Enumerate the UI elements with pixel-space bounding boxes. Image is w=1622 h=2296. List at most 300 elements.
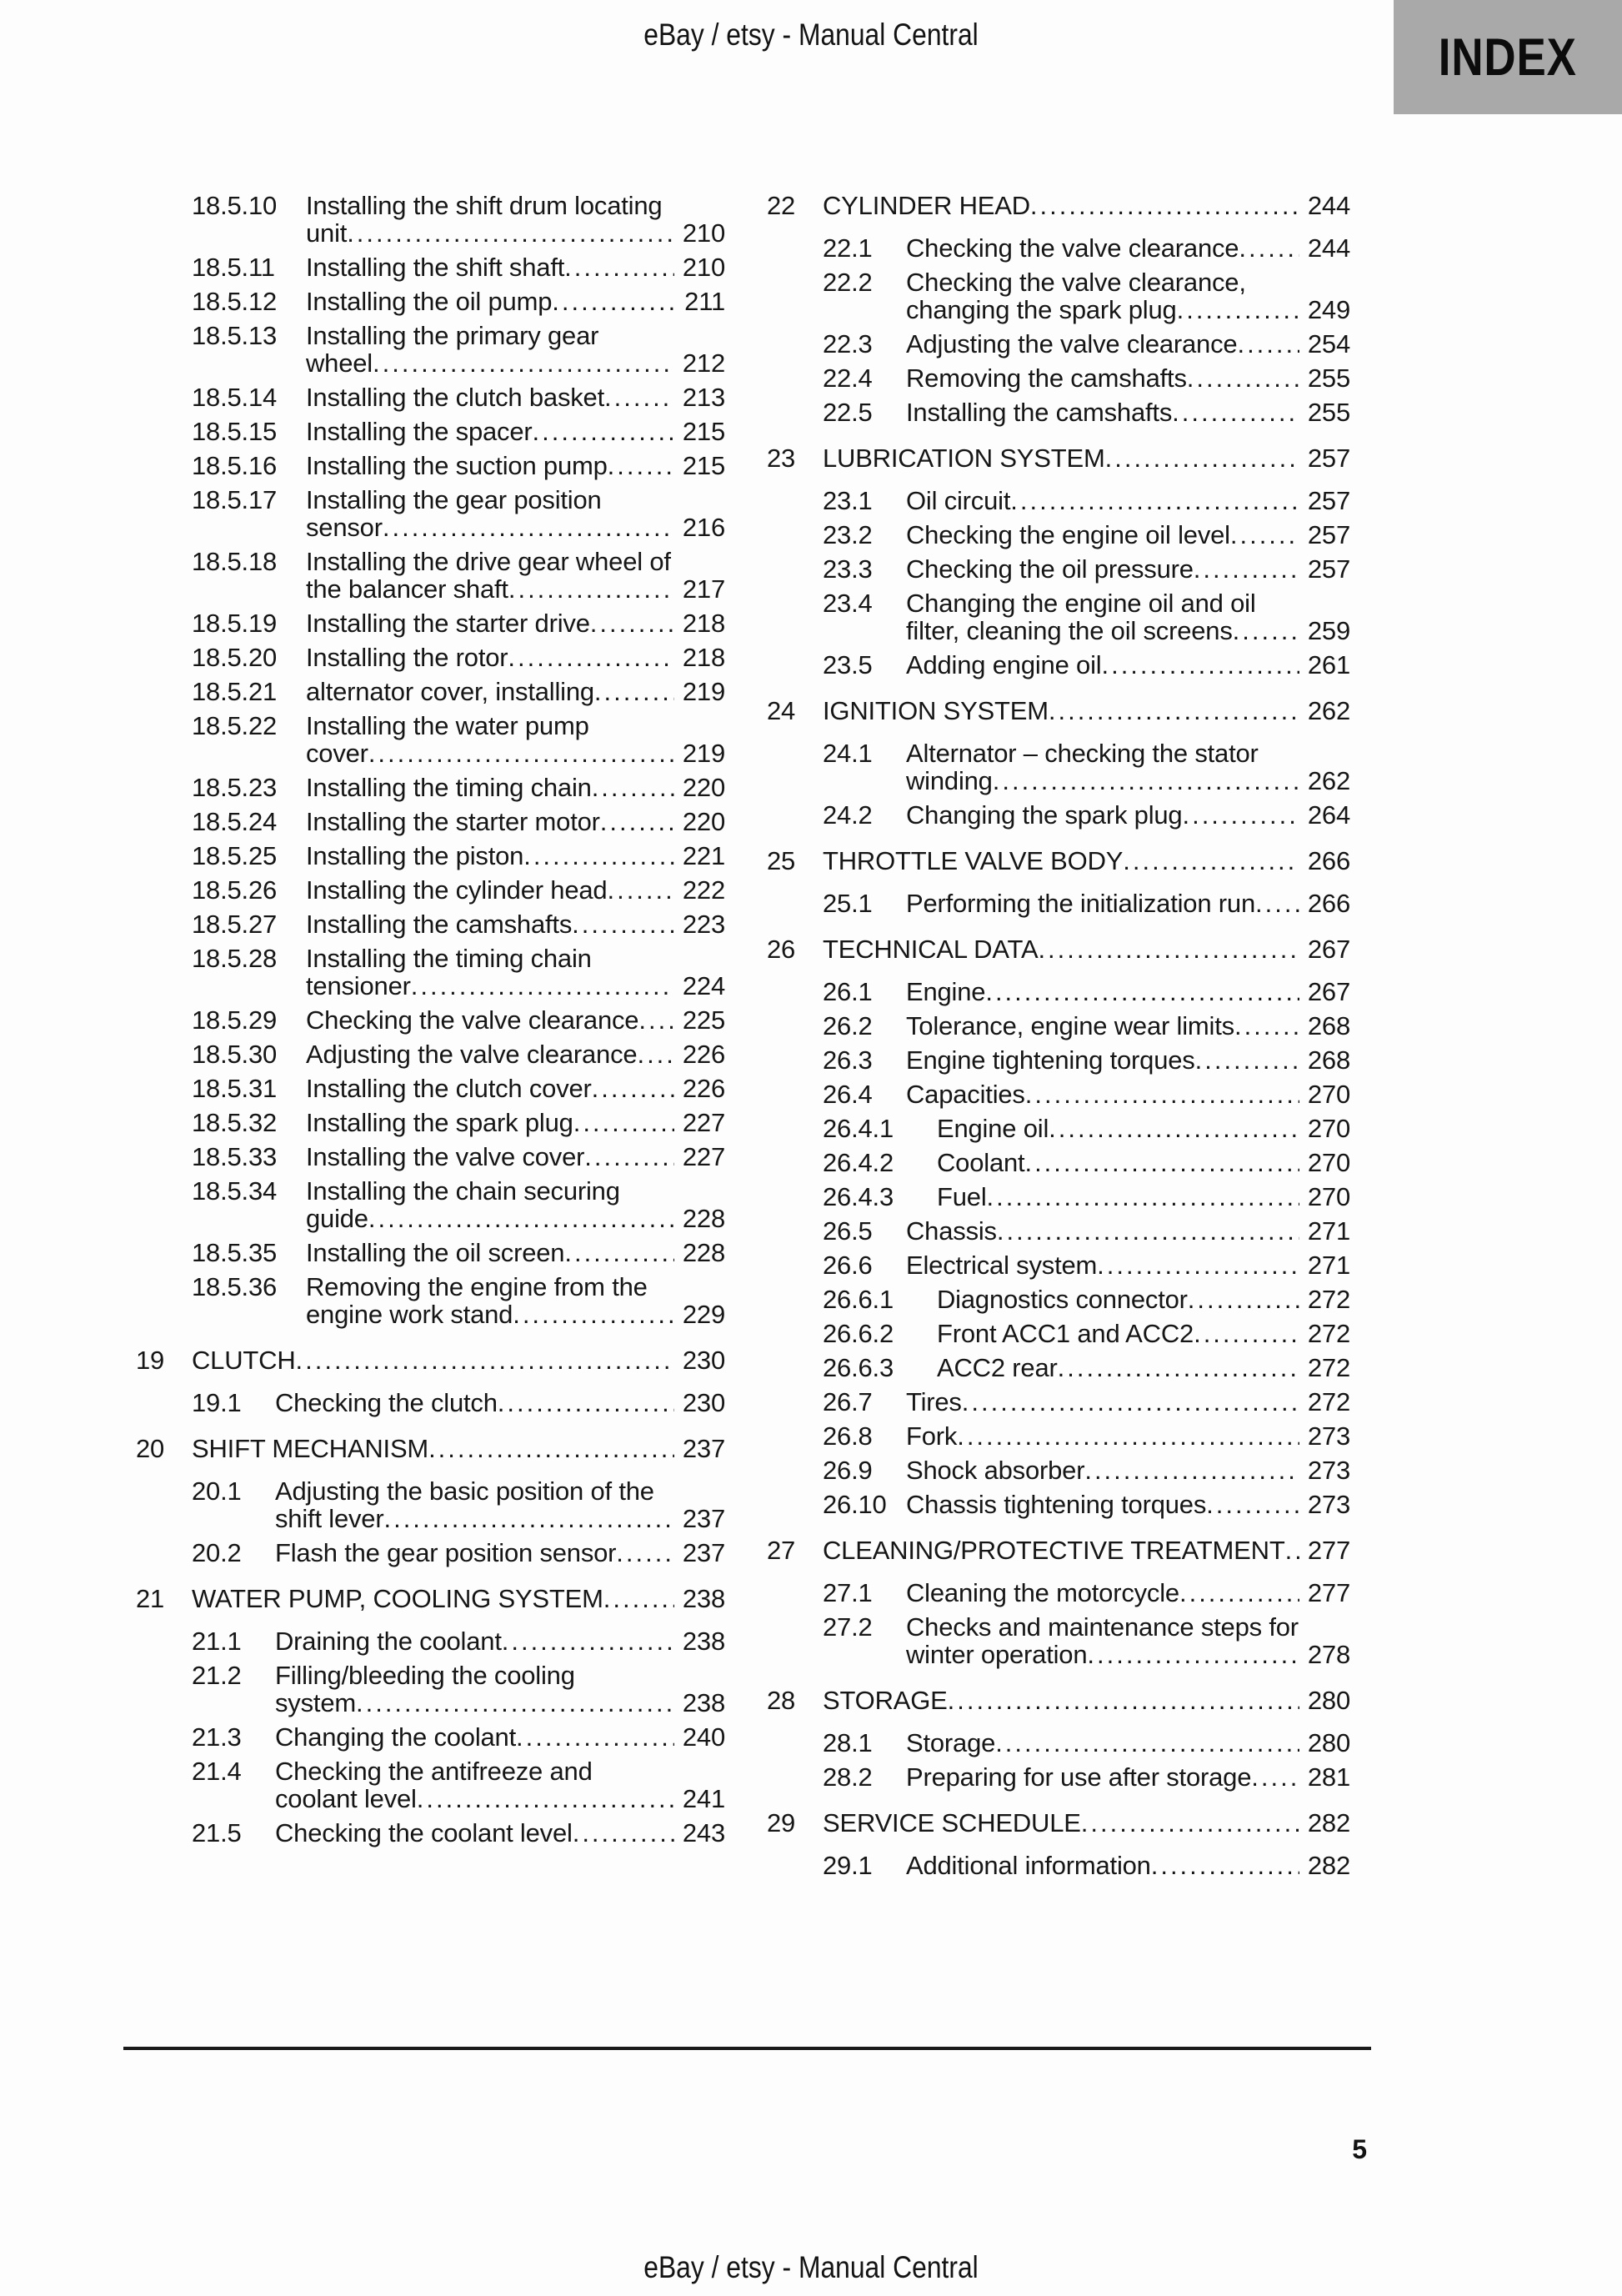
- toc-entry-23.2: [767, 521, 1350, 549]
- toc-entry-lastline: [306, 1301, 725, 1328]
- toc-entry-number: 22.5: [823, 398, 873, 427]
- toc-entry-page: 224: [682, 971, 725, 1000]
- toc-entry-page: 237: [682, 1538, 725, 1567]
- toc-entry-lastline: [906, 1456, 1350, 1484]
- dot-leader: [368, 739, 674, 767]
- toc-entry-number: 18.5.33: [192, 1142, 278, 1171]
- toc-entry-20: [136, 1435, 725, 1462]
- toc-entry-lastline: [823, 697, 1350, 724]
- toc-entry-number: 18.5.16: [192, 451, 278, 480]
- toc-entry-number: 22.3: [823, 329, 873, 358]
- toc-entry-body: [937, 1149, 1350, 1176]
- toc-entry-lastline: [306, 1239, 725, 1266]
- dot-leader: [508, 575, 674, 603]
- toc-entry-18.5.13: [136, 322, 725, 377]
- toc-entry-page: 244: [1307, 191, 1350, 220]
- toc-entry-body: [906, 1388, 1350, 1416]
- toc-entry-body: [906, 1729, 1350, 1757]
- toc-entry-21.5: [136, 1819, 725, 1847]
- toc-entry-24.1: [767, 739, 1350, 795]
- toc-entry-body: [306, 876, 725, 904]
- toc-entry-18.5.18: [136, 548, 725, 603]
- toc-entry-22: [767, 192, 1350, 219]
- toc-entry-number: 18.5.10: [192, 191, 278, 220]
- toc-entry-title-line: Installing the drive gear wheel of: [306, 547, 671, 576]
- dot-leader: [502, 1627, 674, 1655]
- toc-entry-page: 257: [1307, 554, 1350, 584]
- toc-entry-number: 18.5.11: [192, 253, 275, 282]
- dot-leader: [523, 842, 674, 870]
- toc-entry-number: 18.5.25: [192, 841, 278, 870]
- dot-leader: [1285, 1537, 1299, 1564]
- toc-entry-18.5.15: [136, 418, 725, 445]
- toc-entry-lastline: [306, 644, 725, 671]
- toc-entry-page: 277: [1307, 1536, 1350, 1565]
- toc-entry-body: [906, 1763, 1350, 1791]
- toc-entry-title: system: [275, 1688, 356, 1717]
- dot-leader: [1234, 1012, 1299, 1040]
- toc-entry-body: [906, 1613, 1350, 1668]
- dot-leader: [948, 1687, 1299, 1714]
- toc-entry-body: [275, 1757, 725, 1812]
- dot-leader: [411, 972, 674, 1000]
- toc-entry-title: guide: [306, 1204, 368, 1233]
- dot-leader: [957, 1422, 1299, 1450]
- toc-entry-title-line: Installing the primary gear: [306, 321, 599, 350]
- toc-entry-title: Installing the spark plug: [306, 1108, 573, 1137]
- toc-entry-number: 20.2: [192, 1538, 242, 1567]
- toc-entry-title: CLUTCH: [192, 1346, 296, 1375]
- toc-entry-title: winter operation: [906, 1640, 1088, 1669]
- toc-entry-title: WATER PUMP, COOLING SYSTEM: [192, 1584, 603, 1613]
- page-footer-title: eBay / etsy - Manual Central: [643, 2250, 979, 2284]
- toc-entry-18.5.25: [136, 842, 725, 870]
- toc-entry-26.4: [767, 1080, 1350, 1108]
- toc-entry-page: 215: [682, 451, 725, 480]
- toc-entry-page: 213: [682, 383, 725, 412]
- toc-entry-number: 26.10: [823, 1490, 887, 1519]
- toc-entry-number: 26.4.3: [823, 1182, 894, 1211]
- toc-entry-title: Oil circuit: [906, 486, 1011, 515]
- toc-entry-page: 218: [682, 609, 725, 638]
- toc-entry-body: [906, 1080, 1350, 1108]
- toc-entry-title: the balancer shaft: [306, 574, 508, 604]
- toc-entry-title: TECHNICAL DATA: [823, 935, 1039, 964]
- toc-entry-body: [906, 1012, 1350, 1040]
- dot-leader: [296, 1346, 674, 1374]
- toc-entry-title: engine work stand: [306, 1300, 513, 1329]
- dot-leader: [616, 1539, 674, 1567]
- toc-entry-number: 21.4: [192, 1757, 242, 1786]
- toc-entry-title: SHIFT MECHANISM: [192, 1434, 429, 1463]
- toc-entry-page: 254: [1307, 329, 1350, 358]
- toc-entry-lastline: [192, 1346, 725, 1374]
- toc-entry-number: 18.5.19: [192, 609, 278, 638]
- dot-leader: [603, 1585, 674, 1612]
- dot-leader: [1237, 330, 1299, 358]
- toc-entry-title: Fork: [906, 1421, 958, 1451]
- toc-entry-body: [823, 935, 1350, 963]
- dot-leader: [1194, 555, 1299, 583]
- toc-entry-title: Electrical system: [906, 1251, 1098, 1280]
- toc-entry-page: 240: [682, 1722, 725, 1752]
- toc-entry-body: [306, 609, 725, 637]
- toc-entry-28.2: [767, 1763, 1350, 1791]
- toc-entry-body: [306, 548, 725, 603]
- toc-entry-title-line: Removing the engine from the: [306, 1272, 648, 1301]
- toc-entry-lastline: [823, 1809, 1350, 1837]
- toc-entry-title: sensor: [306, 513, 383, 542]
- toc-entry-page: 282: [1307, 1808, 1350, 1837]
- toc-entry-title: winding: [906, 766, 993, 795]
- toc-entry-body: [906, 1456, 1350, 1484]
- toc-entry-page: 281: [1307, 1762, 1350, 1792]
- toc-entry-title: Installing the camshafts: [306, 910, 573, 939]
- toc-entry-number: 18.5.28: [192, 944, 278, 973]
- toc-entry-title: ACC2 rear: [937, 1353, 1058, 1382]
- toc-entry-page: 271: [1307, 1216, 1350, 1246]
- toc-entry-body: [306, 1075, 725, 1102]
- toc-entry-number: 18.5.27: [192, 910, 278, 939]
- toc-entry-number: 24.1: [823, 739, 873, 768]
- toc-entry-page: 212: [682, 348, 725, 378]
- toc-entry-number: 18.5.32: [192, 1108, 278, 1137]
- toc-entry-page: 237: [682, 1434, 725, 1463]
- dot-leader: [417, 1785, 674, 1812]
- toc-entry-27.1: [767, 1579, 1350, 1607]
- dot-leader: [607, 876, 673, 904]
- dot-leader: [594, 678, 674, 705]
- toc-entry-20.2: [136, 1539, 725, 1567]
- toc-entry-body: [192, 1435, 725, 1462]
- toc-entry-26.4.2: [767, 1149, 1350, 1176]
- toc-entry-title: Cleaning the motorcycle: [906, 1578, 1179, 1607]
- toc-entry-title: Tires: [906, 1387, 962, 1416]
- toc-entry-body: [906, 487, 1350, 514]
- toc-entry-number: 25.1: [823, 889, 873, 918]
- toc-entry-page: 238: [682, 1688, 725, 1717]
- dot-leader: [584, 1143, 674, 1171]
- toc-entry-title: SERVICE SCHEDULE: [823, 1808, 1081, 1837]
- toc-entry-26.8: [767, 1422, 1350, 1450]
- toc-entry-18.5.14: [136, 384, 725, 411]
- dot-leader: [368, 1205, 674, 1232]
- toc-entry-page: 238: [682, 1627, 725, 1656]
- toc-entry-body: [192, 1346, 725, 1374]
- dot-leader: [995, 1729, 1299, 1757]
- toc-entry-body: [823, 444, 1350, 472]
- toc-entry-number: 18.5.34: [192, 1176, 278, 1206]
- toc-entry-page: 228: [682, 1238, 725, 1267]
- dot-leader: [962, 1388, 1299, 1416]
- dot-leader: [564, 1239, 674, 1266]
- toc-entry-lastline: [823, 935, 1350, 963]
- toc-entry-26.1: [767, 978, 1350, 1005]
- toc-entry-lastline: [306, 842, 725, 870]
- dot-leader: [513, 1301, 674, 1328]
- toc-entry-number: 28: [767, 1686, 796, 1715]
- toc-entry-title: Checking the coolant level: [275, 1818, 573, 1847]
- toc-entry-number: 26.6.3: [823, 1353, 894, 1382]
- dot-leader: [993, 767, 1299, 795]
- toc-entry-number: 22.4: [823, 363, 873, 393]
- toc-entry-body: [937, 1286, 1350, 1313]
- dot-leader: [1123, 847, 1299, 875]
- toc-entry-body: [823, 847, 1350, 875]
- toc-entry-title: Engine oil: [937, 1114, 1049, 1143]
- toc-entry-body: [306, 644, 725, 671]
- toc-entry-26.4.3: [767, 1183, 1350, 1211]
- toc-entry-lastline: [275, 1627, 725, 1655]
- toc-entry-18.5.36: [136, 1273, 725, 1328]
- toc-entry-page: 237: [682, 1504, 725, 1533]
- toc-entry-title: filter, cleaning the oil screens: [906, 616, 1233, 645]
- toc-entry-number: 26.2: [823, 1011, 873, 1040]
- toc-entry-page: 243: [682, 1818, 725, 1847]
- toc-entry-lastline: [906, 1217, 1350, 1245]
- dot-leader: [1151, 1852, 1299, 1879]
- dot-leader: [600, 808, 674, 835]
- toc-entry-25: [767, 847, 1350, 875]
- toc-entry-lastline: [906, 1388, 1350, 1416]
- dot-leader: [1105, 444, 1299, 472]
- toc-entry-number: 23: [767, 444, 796, 473]
- toc-entry-title-line: Installing the timing chain: [306, 944, 592, 973]
- toc-entry-title: STORAGE: [823, 1686, 948, 1715]
- toc-entry-page: 226: [682, 1074, 725, 1103]
- toc-entry-18.5.24: [136, 808, 725, 835]
- dot-leader: [1058, 1354, 1299, 1381]
- toc-entry-lastline: [906, 1852, 1350, 1879]
- toc-entry-18.5.26: [136, 876, 725, 904]
- toc-entry-number: 22.1: [823, 233, 873, 263]
- toc-entry-title: Adjusting the valve clearance: [306, 1040, 638, 1069]
- toc-entry-title-line: Checking the antifreeze and: [275, 1757, 593, 1786]
- toc-entry-body: [906, 364, 1350, 392]
- dot-leader: [637, 1040, 673, 1068]
- toc-entry-page: 272: [1307, 1353, 1350, 1382]
- toc-entry-number: 27.1: [823, 1578, 873, 1607]
- toc-entry-number: 19: [136, 1346, 165, 1375]
- toc-entry-page: 257: [1307, 486, 1350, 515]
- toc-entry-title: alternator cover, installing: [306, 677, 594, 706]
- toc-entry-number: 23.1: [823, 486, 873, 515]
- dot-leader: [373, 349, 674, 377]
- toc-entry-lastline: [906, 651, 1350, 679]
- toc-entry-number: 23.5: [823, 650, 873, 679]
- toc-entry-18.5.35: [136, 1239, 725, 1266]
- toc-entry-title: Changing the coolant: [275, 1722, 517, 1752]
- toc-entry-number: 22: [767, 191, 796, 220]
- toc-entry-lastline: [906, 1641, 1350, 1668]
- toc-entry-21: [136, 1585, 725, 1612]
- toc-entry-23.5: [767, 651, 1350, 679]
- toc-entry-body: [937, 1354, 1350, 1381]
- dot-leader: [1087, 1641, 1299, 1668]
- toc-entry-page: 262: [1307, 696, 1350, 725]
- toc-entry-lastline: [906, 1251, 1350, 1279]
- toc-entry-18.5.10: [136, 192, 725, 247]
- toc-entry-body: [275, 1389, 725, 1416]
- toc-entry-page: 227: [682, 1142, 725, 1171]
- toc-entry-title: Checking the valve clearance: [306, 1005, 639, 1035]
- toc-entry-lastline: [906, 364, 1350, 392]
- toc-entry-number: 26.4.1: [823, 1114, 894, 1143]
- dot-leader: [1230, 521, 1299, 549]
- toc-entry-body: [275, 1723, 725, 1751]
- toc-entry-26.6.1: [767, 1286, 1350, 1313]
- toc-entry-number: 26.4: [823, 1080, 873, 1109]
- toc-entry-title: Installing the piston: [306, 841, 524, 870]
- toc-entry-title: changing the spark plug: [906, 295, 1177, 324]
- toc-entry-22.5: [767, 399, 1350, 426]
- toc-entry-page: 272: [1307, 1387, 1350, 1416]
- toc-entry-number: 27.2: [823, 1612, 873, 1642]
- toc-entry-page: 215: [682, 417, 725, 446]
- toc-entry-title: THROTTLE VALVE BODY: [823, 846, 1124, 875]
- toc-entry-title: Installing the clutch basket: [306, 383, 604, 412]
- toc-entry-lastline: [306, 972, 725, 1000]
- toc-entry-18.5.19: [136, 609, 725, 637]
- toc-entry-lastline: [306, 910, 725, 938]
- toc-entry-21.3: [136, 1723, 725, 1751]
- toc-entry-24.2: [767, 801, 1350, 829]
- toc-entry-lastline: [306, 739, 725, 767]
- toc-entry-lastline: [906, 978, 1350, 1005]
- toc-entry-lastline: [823, 1687, 1350, 1714]
- toc-entry-lastline: [906, 1763, 1350, 1791]
- dot-leader: [383, 514, 674, 541]
- toc-entry-number: 22.2: [823, 268, 873, 297]
- toc-entry-title: Installing the starter drive: [306, 609, 590, 638]
- toc-entry-title: Installing the camshafts: [906, 398, 1173, 427]
- toc-entry-number: 23.3: [823, 554, 873, 584]
- toc-entry-lastline: [906, 801, 1350, 829]
- toc-entry-title: Front ACC1 and ACC2: [937, 1319, 1194, 1348]
- toc-entry-page: 257: [1307, 444, 1350, 473]
- toc-entry-26.9: [767, 1456, 1350, 1484]
- toc-entry-title: Installing the suction pump: [306, 451, 608, 480]
- toc-entry-lastline: [275, 1689, 725, 1717]
- toc-entry-title: tensioner: [306, 971, 411, 1000]
- toc-entry-lastline: [275, 1819, 725, 1847]
- toc-entry-page: 229: [682, 1300, 725, 1329]
- toc-entry-title: Chassis: [906, 1216, 997, 1246]
- toc-entry-page: 273: [1307, 1490, 1350, 1519]
- dot-leader: [573, 1109, 674, 1136]
- toc-entry-body: [906, 399, 1350, 426]
- toc-entry-lastline: [306, 452, 725, 479]
- toc-entry-lastline: [906, 1491, 1350, 1518]
- toc-entry-body: [823, 697, 1350, 724]
- toc-entry-title-line: Changing the engine oil and oil: [906, 589, 1256, 618]
- toc-entry-lastline: [906, 1080, 1350, 1108]
- toc-entry-body: [906, 330, 1350, 358]
- toc-entry-number: 26.5: [823, 1216, 873, 1246]
- toc-entry-title-line: Adjusting the basic position of the: [275, 1476, 654, 1506]
- toc-entry-number: 26.9: [823, 1456, 873, 1485]
- toc-entry-18.5.28: [136, 945, 725, 1000]
- toc-entry-26.6.3: [767, 1354, 1350, 1381]
- toc-entry-page: 223: [682, 910, 725, 939]
- toc-entry-page: 230: [682, 1388, 725, 1417]
- toc-entry-title: Installing the valve cover: [306, 1142, 585, 1171]
- toc-entry-title: Installing the timing chain: [306, 773, 592, 802]
- toc-entry-page: 264: [1307, 800, 1350, 830]
- toc-entry-number: 24.2: [823, 800, 873, 830]
- index-tab: [1394, 0, 1622, 114]
- toc-entry-title: unit: [306, 218, 348, 248]
- toc-entry-lastline: [306, 349, 725, 377]
- toc-entry-lastline: [906, 399, 1350, 426]
- toc-entry-lastline: [306, 219, 725, 247]
- toc-entry-23.1: [767, 487, 1350, 514]
- dot-leader: [1030, 192, 1299, 219]
- toc-entry-body: [906, 521, 1350, 549]
- toc-entry-28.1: [767, 1729, 1350, 1757]
- toc-entry-18.5.32: [136, 1109, 725, 1136]
- dot-leader: [1182, 801, 1299, 829]
- toc-entry-18.5.11: [136, 253, 725, 281]
- toc-entry-title: Installing the rotor: [306, 643, 508, 672]
- toc-entry-title: Engine: [906, 977, 986, 1006]
- toc-entry-page: 257: [1307, 520, 1350, 549]
- toc-entry-page: 278: [1307, 1640, 1350, 1669]
- toc-entry-number: 26.4.2: [823, 1148, 894, 1177]
- toc-entry-page: 227: [682, 1108, 725, 1137]
- toc-entry-body: [306, 712, 725, 767]
- toc-entry-lastline: [306, 575, 725, 603]
- toc-entry-number: 21.3: [192, 1722, 242, 1752]
- toc-entry-number: 28.1: [823, 1728, 873, 1757]
- toc-entry-18.5.34: [136, 1177, 725, 1232]
- toc-entry-number: 19.1: [192, 1388, 242, 1417]
- toc-entry-body: [306, 945, 725, 1000]
- toc-entry-lastline: [306, 253, 725, 281]
- toc-entry-26.4.1: [767, 1115, 1350, 1142]
- dot-leader: [1194, 1320, 1299, 1347]
- dot-leader: [1081, 1809, 1299, 1837]
- footer-divider: [123, 2047, 1371, 2050]
- toc-entry-title: Tolerance, engine wear limits: [906, 1011, 1234, 1040]
- toc-entry-number: 26.6: [823, 1251, 873, 1280]
- toc-entry-lastline: [306, 384, 725, 411]
- dot-leader: [1255, 890, 1299, 917]
- toc-entry-28: [767, 1687, 1350, 1714]
- toc-entry-title: wheel: [306, 348, 373, 378]
- toc-entry-page: 255: [1307, 398, 1350, 427]
- dot-leader: [1177, 296, 1299, 323]
- toc-entry-lastline: [306, 774, 725, 801]
- toc-entry-lastline: [306, 1040, 725, 1068]
- toc-entry-number: 28.2: [823, 1762, 873, 1792]
- toc-entry-body: [906, 234, 1350, 262]
- toc-entry-title: Changing the spark plug: [906, 800, 1183, 830]
- toc-entry-body: [823, 1809, 1350, 1837]
- toc-entry-number: 18.5.20: [192, 643, 278, 672]
- toc-entry-lastline: [306, 876, 725, 904]
- toc-entry-lastline: [275, 1505, 725, 1532]
- toc-entry-page: 282: [1307, 1851, 1350, 1880]
- dot-leader: [1025, 1080, 1299, 1108]
- toc-entry-title: Additional information: [906, 1851, 1151, 1880]
- toc-entry-lastline: [937, 1320, 1350, 1347]
- dot-leader: [590, 609, 674, 637]
- toc-entry-page: 270: [1307, 1080, 1350, 1109]
- toc-entry-25.1: [767, 890, 1350, 917]
- page-header-title: eBay / etsy - Manual Central: [643, 18, 979, 52]
- toc-entry-lastline: [823, 847, 1350, 875]
